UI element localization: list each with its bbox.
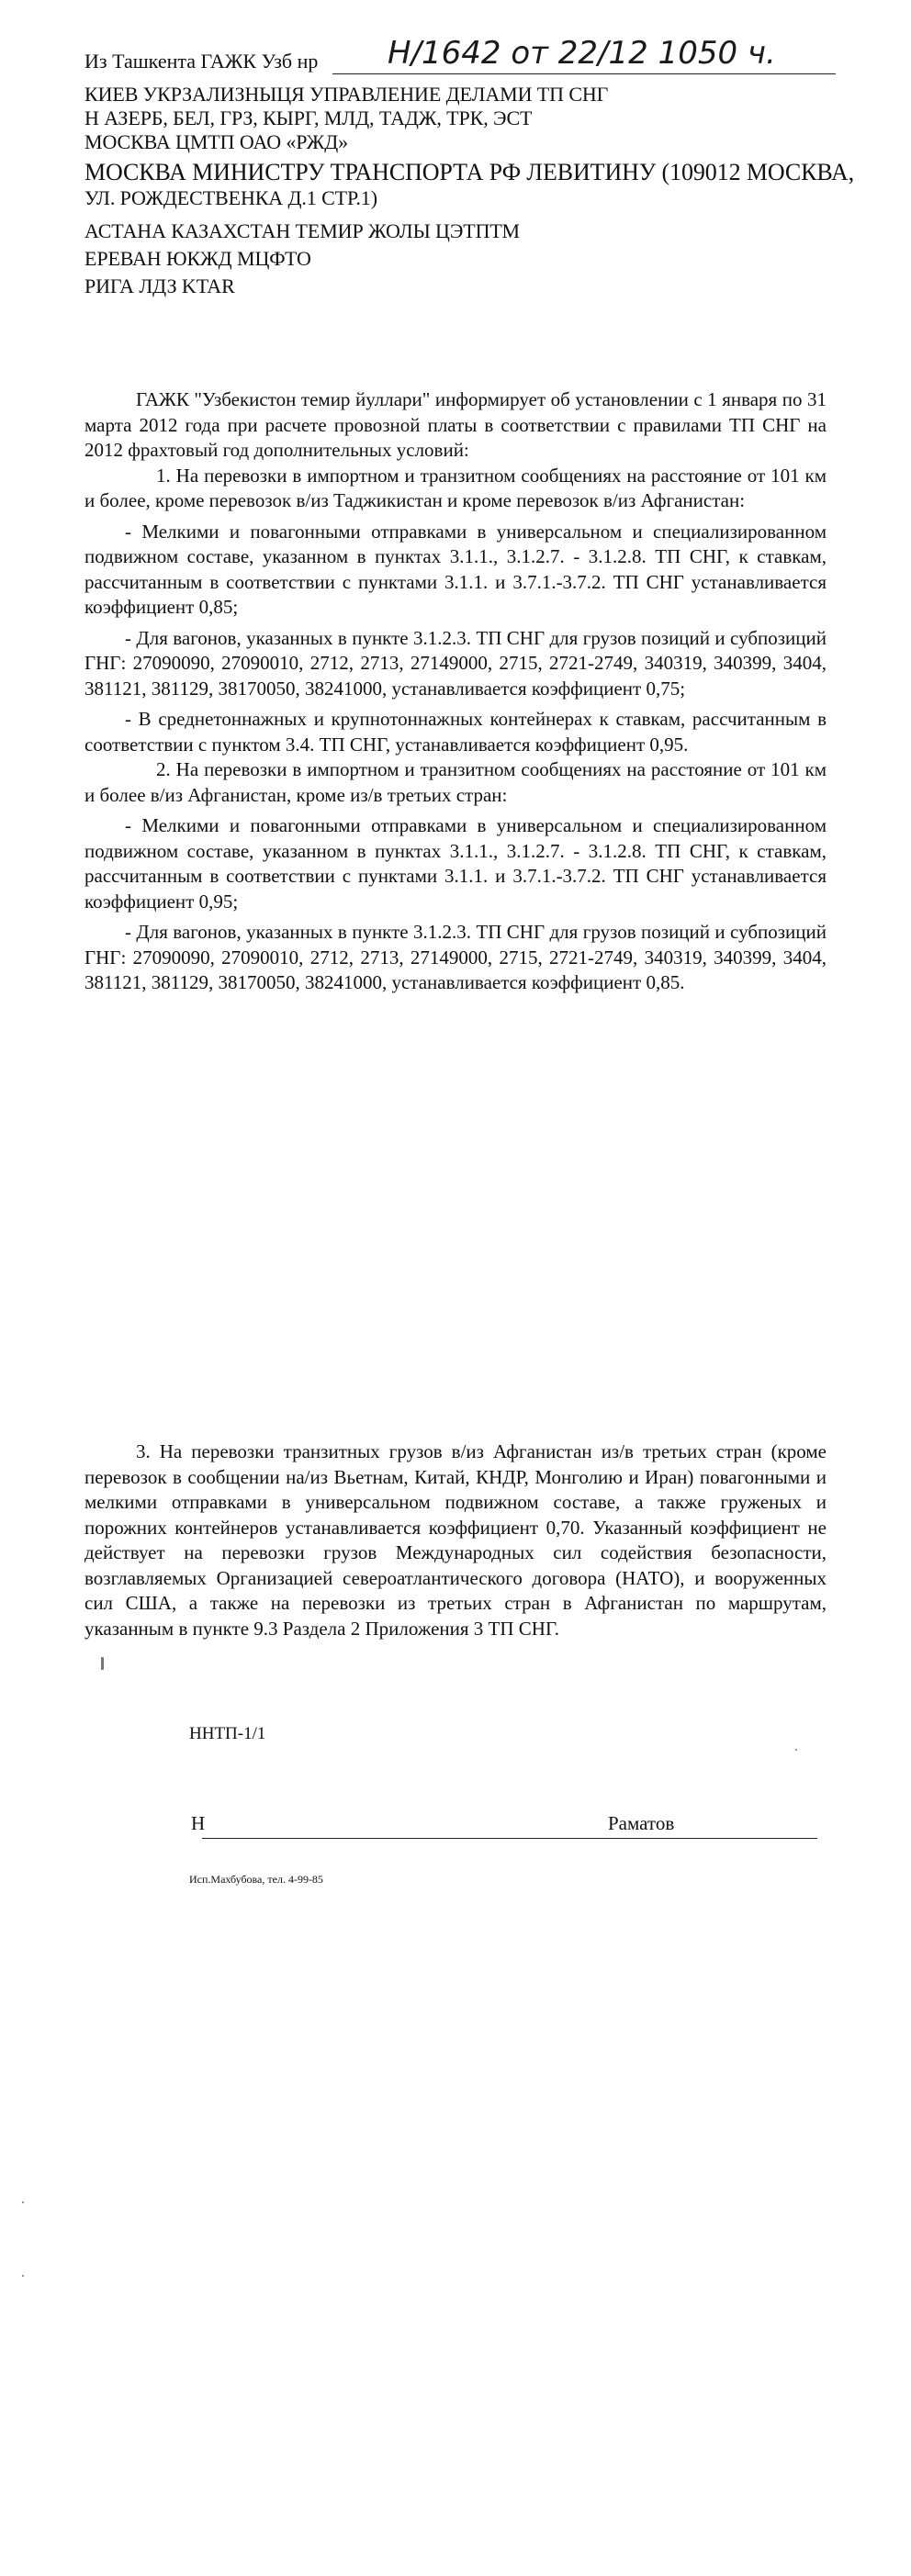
handwritten-number: Н/1642 от 22/12 1050 ч.: [388, 35, 776, 72]
item-1-dash-2: - Для вагонов, указанных в пункте 3.1.2.3. ТП СНГ для грузов позиций и субпозиций ГНГ: 27090090, 27090010, 2712, 2713, 27149000, 2715, 2721-2749, 340319, 340399, 3404, 381121, 381129, 38170050, 38241000, устанавливается коэффициент 0,75;: [84, 626, 827, 700]
signatory-name: Раматов: [608, 1812, 675, 1834]
item-1-dash-3: - В среднетоннажных и крупнотоннажных контейнерах к ставкам, рассчитанным в соответствии с пунктом 3.4. ТП СНГ, устанавливается коэффициент 0,95.: [84, 708, 827, 756]
executor-note: Исп.Махбубова, тел. 4-99-85: [189, 1873, 323, 1886]
item-3-block: [84, 1439, 827, 1641]
scan-speck: [795, 1749, 797, 1751]
recipient-line: МОСКВА ЦМТП ОАО «РЖД»: [84, 130, 349, 153]
recipient-line: УЛ. РОЖДЕСТВЕНКА Д.1 СТР.1): [84, 186, 377, 209]
item-1-dash-1: - Мелкими и повагонными отправками в универсальном и специализированном подвижном составе, указанном в пунктах 3.1.1., 3.1.2.7. - 3.1.2.8. ТП СНГ, к ставкам, рассчитанным в соответствии с пунктами 3.1.1. и 3.7.1.-3.7.2. ТП СНГ устанавливается коэффициент 0,85;: [84, 520, 827, 618]
recipient-line: КИЕВ УКРЗАЛИЗНЫЦЯ УПРАВЛЕНИЕ ДЕЛАМИ ТП СНГ: [84, 83, 609, 106]
recipient-line: МОСКВА МИНИСТРУ ТРАНСПОРТА РФ ЛЕВИТИНУ (109012 МОСКВА,: [84, 159, 855, 185]
body-text: [84, 387, 827, 996]
intro-paragraph: ГАЖК "Узбекистон темир йуллари" информирует об установлении с 1 января по 31 марта 2012 года при расчете провозной платы в соответствии с правилами ТП СНГ на 2012 фрахтовый год дополнительных условий:: [84, 388, 827, 461]
item-1: 1. На перевозки в импортном и транзитном сообщениях на расстояние от 101 км и более, кроме перевозок в/из Таджикистан и кроме перевозок в/из Афганистан:: [84, 464, 827, 511]
signature-rule: [202, 1838, 817, 1839]
sender-line: [84, 35, 874, 75]
recipient-line: Н АЗЕРБ, БЕЛ, ГРЗ, КЫРГ, МЛД, ТАДЖ, ТРК, ЭСТ: [84, 106, 533, 129]
item-2: 2. На перевозки в импортном и транзитном сообщениях на расстояние от 101 км и более в/из Афганистан, кроме из/в третьих стран:: [84, 758, 827, 806]
item-2-dash-2: - Для вагонов, указанных в пункте 3.1.2.3. ТП СНГ для грузов позиций и субпозиций ГНГ: 27090090, 27090010, 2712, 2713, 27149000, 2715, 2721-2749, 340319, 340399, 3404, 381121, 381129, 38170050, 38241000, устанавливается коэффициент 0,85.: [84, 921, 827, 993]
sender-prefix: Из Ташкента ГАЖК Узб нр: [84, 50, 319, 73]
signature-n-letter: Н: [191, 1812, 206, 1834]
recipient-line: РИГА ЛДЗ KTAR: [84, 274, 235, 297]
scan-speck: [101, 1657, 104, 1670]
number-underline: [332, 73, 836, 74]
recipient-line: АСТАНА КАЗАХСТАН ТЕМИР ЖОЛЫ ЦЭТПТМ: [84, 219, 520, 242]
item-3: 3. На перевозки транзитных грузов в/из Афганистан из/в третьих стран (кроме перевозок в сообщении на/из Вьетнам, Китай, КНДР, Монголию и Иран) повагонными и мелкими отправками в универсальном подвижном составе, а также груженых и порожних контейнеров устанавливается коэффициент 0,70. Указанный коэффициент не действует на перевозки грузов Международных сил содействия безопасности, возглавляемых Организацией североатлантического договора (НАТО), и вооруженных сил США, а также на перевозки из третьих стран в Афганистан по маршрутам, указанным в пункте 9.3 Раздела 2 Приложения 3 ТП СНГ.: [84, 1440, 827, 1640]
scan-speck: [22, 2275, 24, 2277]
recipient-line: ЕРЕВАН ЮКЖД МЦФТО: [84, 247, 311, 270]
item-2-dash-1: - Мелкими и повагонными отправками в универсальном и специализированном подвижном составе, указанном в пунктах 3.1.1., 3.1.2.7. - 3.1.2.8. ТП СНГ, к ставкам, рассчитанным в соответствии с пунктами 3.1.1. и 3.7.1.-3.7.2. ТП СНГ устанавливается коэффициент 0,95;: [84, 814, 827, 913]
reference-code: НHТП-1/1: [189, 1724, 266, 1743]
telegram-header: [84, 35, 874, 298]
scan-speck: [22, 2201, 24, 2203]
